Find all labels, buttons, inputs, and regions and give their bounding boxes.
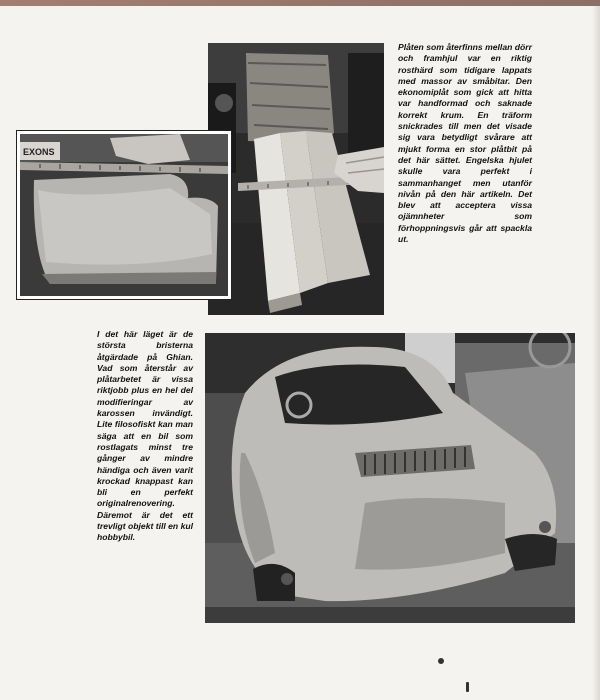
- sheet-metal-panel-photo: [17, 131, 231, 299]
- page-scuff-mark: [466, 682, 469, 692]
- page-scuff-mark: [438, 658, 444, 664]
- page-spine-shadow: [592, 6, 600, 700]
- car-body-photo: [205, 333, 575, 623]
- box-label-text: EXONS: [23, 147, 55, 157]
- wooden-form-photo: [208, 43, 384, 315]
- caption-metal-panel: Plåten som återfinns mellan dörr och framhjul var en riktig rosthärd som tidigare lappats med massor av småbitar. Den ekonomiplåt som gick att hitta var handformad och saknade korrekt krum. En träform snickrades till men det visade sig vara betydligt svårare att mjukt forma en stor plåtbit på det här sättet. Engelska hjulet skulle vara perfekt i sammanhanget men utanför nivån på den här artikeln. Det blev att acceptera vissa ojämnheter som förhoppningsvis går att spackla ut.: [398, 42, 532, 245]
- caption-car-status: I det här läget är de största bristerna åtgärdade på Ghian. Vad som återstår av plåtarbetet är vissa riktjobb plus en hel del modifieringar av karossen invändigt. Lite filosofiskt kan man säga att en bil som rostlagats minst tre gånger av mindre händiga och även varit krockad knappast kan bli en perfekt originalrenovering. Däremot är det ett trevligt objekt till en kul hobbybil.: [97, 329, 193, 543]
